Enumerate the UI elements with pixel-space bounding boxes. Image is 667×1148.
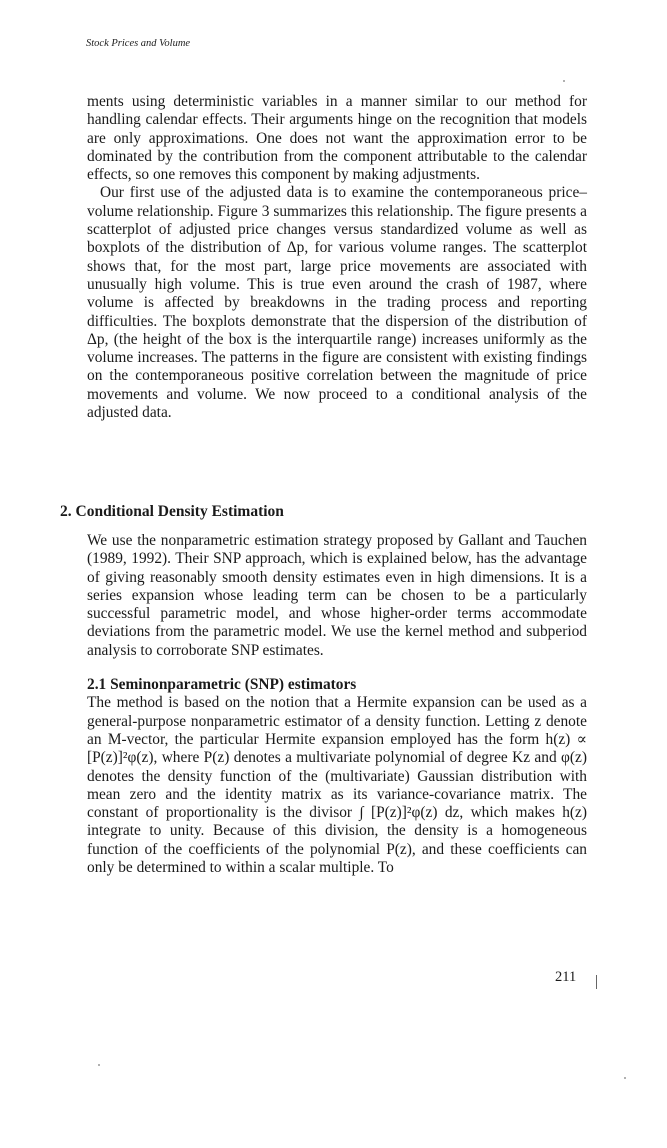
subsection-heading: 2.1 Seminonparametric (SNP) estimators (87, 676, 357, 694)
paragraph: We use the nonparametric estimation strategy proposed by Gallant and Tauchen (1989, 1992). Their SNP approach, which is explained below, has the advantage of giving reasonably smooth density estimates even in high dimensions. It is a series expansion whose leading term can be chosen to be a particularly successful parametric model, and whose higher-order terms accommodate deviations from the parametric model. We use the kernel method and subperiod analysis to corroborate SNP estimates. (87, 532, 587, 659)
section-heading: 2. Conditional Density Estimation (60, 503, 284, 520)
paragraph: The method is based on the notion that a Hermite expansion can be used as a general-purpose nonparametric estimator of a density function. Letting z denote an M-vector, the particular Hermite expansion employed has the form h(z) ∝ [P(z)]²φ(z), where P(z) denotes a multivariate polynomial of degree Kz and φ(z) denotes the density function of the (multivariate) Gaussian distribution with mean zero and the identity matrix as its variance-covariance matrix. The constant of proportionality is the divisor ∫ [P(z)]²φ(z) dz, which makes h(z) integrate to unity. Because of this division, the density is a homogeneous function of the coefficients of the polynomial P(z), and these coefficients can only be determined to within a scalar multiple. To (87, 694, 587, 877)
scan-mark (563, 80, 565, 82)
scan-mark (98, 1064, 100, 1066)
running-head: Stock Prices and Volume (86, 38, 191, 49)
paragraph: ments using deterministic variables in a manner similar to our method for handling calendar effects. Their arguments hinge on the recognition that models are only approximations. One does not want the approximation error to be dominated by the contribution from the component attributable to the calendar effects, so one removes this component by making adjustments. (87, 93, 587, 184)
body-text-top (87, 93, 587, 422)
page-number: 211 (555, 969, 577, 985)
body-text-bottom (87, 532, 587, 877)
scan-mark (596, 975, 597, 989)
paragraph: Our first use of the adjusted data is to examine the contemporaneous price–volume relationship. Figure 3 summarizes this relationship. The figure presents a scatterplot of adjusted price changes versus standardized volume as well as boxplots of the distribution of Δp, for various volume ranges. The scatterplot shows that, for the most part, large price movements are associated with unusually high volume. This is true even around the crash of 1987, where volume is affected by breakdowns in the trading process and reporting difficulties. The boxplots demonstrate that the dispersion of the distribution of Δp, (the height of the box is the interquartile range) increases uniformly as the volume increases. The patterns in the figure are consistent with existing findings on the contemporaneous positive correlation between the magnitude of price movements and volume. We now proceed to a conditional analysis of the adjusted data. (87, 184, 587, 422)
scan-mark (624, 1077, 626, 1079)
